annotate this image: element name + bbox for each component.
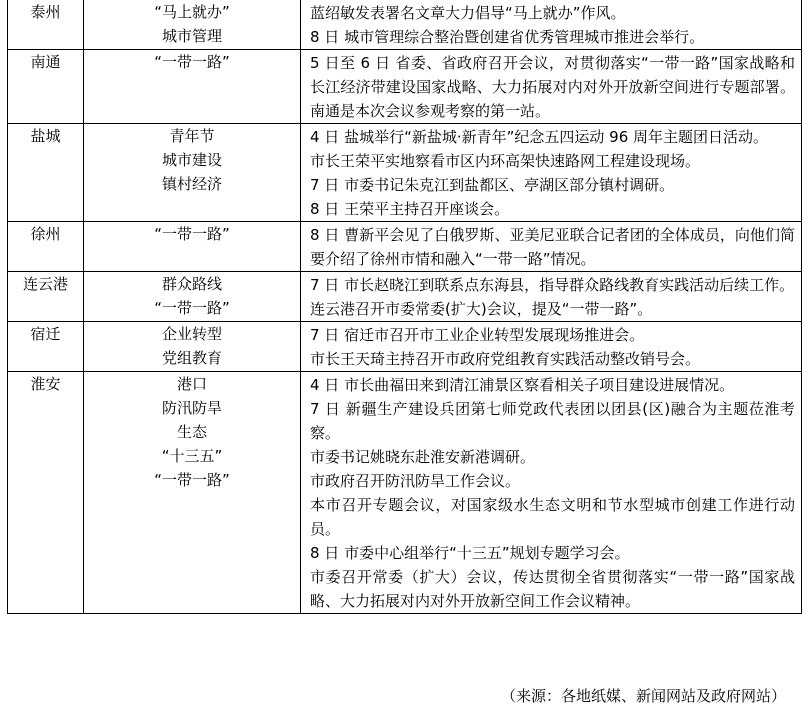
- event-text: 8 日 城市管理综合整治暨创建省优秀管理城市推进会举行。: [310, 28, 705, 46]
- event-text: 8 日 曹新平会见了白俄罗斯、亚美尼亚联合记者团的全体成员，向他们简要介绍了徐州市情和融入“一带一路”情况。: [310, 226, 795, 268]
- table-row: [8, 124, 802, 222]
- event-text: 市委书记姚晓东赴淮安新港调研。: [310, 448, 536, 466]
- topic-label: 生态: [176, 423, 207, 441]
- events-cell: [301, 222, 802, 272]
- topic-label: “一带一路”: [154, 471, 230, 489]
- topic-label: 镇村经济: [161, 175, 222, 193]
- topic-label: 群众路线: [161, 275, 222, 293]
- event-text: 8 日 王荣平主持召开座谈会。: [310, 200, 510, 218]
- topic-label: “一带一路”: [154, 299, 230, 317]
- events-cell: [301, 322, 802, 372]
- event-text: 本市召开专题会议，对国家级水生态文明和节水型城市创建工作进行动员。: [310, 496, 795, 538]
- topic-cell: [84, 372, 301, 614]
- event-text: 7 日 新疆生产建设兵团第七师党政代表团以团县(区)融合为主题莅淮考察。: [310, 400, 795, 442]
- table-row: [8, 272, 802, 322]
- topic-label: 青年节: [169, 127, 215, 145]
- events-cell: [301, 0, 802, 50]
- topic-label: 党组教育: [161, 349, 222, 367]
- topic-label: 城市建设: [161, 151, 222, 169]
- table-row: [8, 222, 802, 272]
- topic-label: “一带一路”: [154, 53, 230, 71]
- topic-cell: [84, 124, 301, 222]
- table-row: [8, 322, 802, 372]
- event-text: 市长王荣平实地察看市区内环高架快速路网工程建设现场。: [310, 152, 701, 170]
- topic-label: 城市管理: [161, 27, 222, 45]
- event-text: 7 日 宿迁市召开市工业企业转型发展现场推进会。: [310, 326, 645, 344]
- topic-cell: [84, 50, 301, 124]
- news-table: [7, 0, 802, 614]
- event-text: 8 日 市委中心组举行“十三五”规划专题学习会。: [310, 544, 630, 562]
- event-text: 市委召开常委（扩大）会议，传达贯彻全省贯彻落实“一带一路”国家战略、大力拓展对内对外开放新空间工作会议精神。: [310, 568, 795, 610]
- topic-cell: [84, 0, 301, 50]
- topic-label: 港口: [176, 375, 207, 393]
- topic-label: “一带一路”: [154, 225, 230, 243]
- event-text: 连云港召开市委常委(扩大)会议，提及“一带一路”。: [310, 300, 653, 318]
- events-cell: [301, 124, 802, 222]
- event-text: 市长王天琦主持召开市政府党组教育实践活动整改销号会。: [310, 350, 701, 368]
- event-text: 7 日 市委书记朱克江到盐都区、亭湖区部分镇村调研。: [310, 176, 675, 194]
- table-row: [8, 372, 802, 614]
- news-table-body: [8, 0, 802, 614]
- table-row: [8, 50, 802, 124]
- city-cell: 泰州: [8, 0, 84, 50]
- city-cell: 徐州: [8, 222, 84, 272]
- event-text: 市政府召开防汛防旱工作会议。: [310, 472, 521, 490]
- topic-label: “十三五”: [161, 447, 223, 465]
- event-text: 4 日 盐城举行“新盐城·新青年”纪念五四运动 96 周年主题团日活动。: [310, 128, 769, 146]
- city-cell: 南通: [8, 50, 84, 124]
- topic-cell: [84, 322, 301, 372]
- city-cell: 盐城: [8, 124, 84, 222]
- topic-cell: [84, 222, 301, 272]
- city-cell: 连云港: [8, 272, 84, 322]
- events-cell: [301, 372, 802, 614]
- city-cell: 淮安: [8, 372, 84, 614]
- event-text: 4 日 市长曲福田来到清江浦景区察看相关子项目建设进展情况。: [310, 376, 735, 394]
- topic-label: 企业转型: [161, 325, 222, 343]
- event-text: 蓝绍敏发表署名文章大力倡导“马上就办”作风。: [310, 4, 626, 22]
- events-cell: [301, 50, 802, 124]
- table-row: [8, 0, 802, 50]
- event-text: 5 日至 6 日 省委、省政府召开会议，对贯彻落实“一带一路”国家战略和长江经济带建设国家战略、大力拓展对内对外开放新空间进行专题部署。南通是本次会议参观考察的第一站。: [310, 54, 795, 120]
- events-cell: [301, 272, 802, 322]
- topic-label: “马上就办”: [154, 3, 230, 21]
- topic-label: 防汛防旱: [161, 399, 222, 417]
- city-cell: 宿迁: [8, 322, 84, 372]
- topic-cell: [84, 272, 301, 322]
- event-text: 7 日 市长赵晓江到联系点东海县，指导群众路线教育实践活动后续工作。: [310, 276, 795, 294]
- source-note: （来源：各地纸媒、新闻网站及政府网站）: [500, 687, 786, 705]
